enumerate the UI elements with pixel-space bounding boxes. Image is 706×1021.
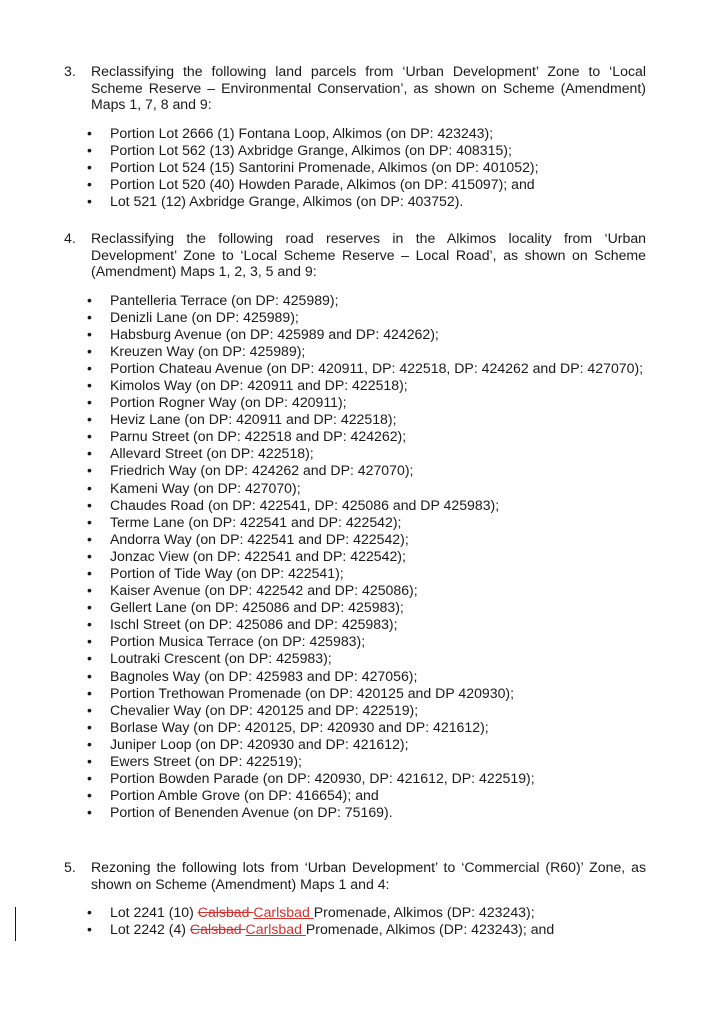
list-item-text: Loutraki Crescent (on DP: 425983); — [110, 650, 332, 667]
bullet-icon: • — [87, 718, 92, 735]
list-item — [87, 376, 646, 394]
list-item — [87, 192, 646, 210]
list-item — [87, 616, 646, 633]
list-item-text: Kaiser Avenue (on DP: 422542 and DP: 425086); — [110, 582, 418, 599]
list-item-text: Gellert Lane (on DP: 425086 and DP: 425983); — [110, 599, 404, 616]
section-4 — [60, 230, 646, 821]
list-item — [87, 124, 646, 142]
bullet-icon: • — [87, 175, 92, 192]
list-item — [87, 308, 646, 326]
section-3 — [60, 63, 646, 210]
list-item-text: Portion Lot 520 (40) Howden Parade, Alkimos (on DP: 415097); and — [110, 175, 535, 192]
list-item — [87, 921, 646, 938]
list-item-text: Ischl Street (on DP: 425086 and DP: 425983); — [110, 616, 398, 633]
list-item-text: Juniper Loop (on DP: 420930 and DP: 421612); — [110, 735, 409, 752]
list-item — [87, 599, 646, 616]
bullet-icon: • — [87, 547, 92, 564]
list-item — [87, 735, 646, 753]
tracked-change-bar — [15, 907, 16, 941]
bullet-icon: • — [87, 141, 92, 158]
list-item-text: Portion Chateau Avenue (on DP: 420911, DP: 422518, DP: 424262 and DP: 427070); — [110, 359, 644, 376]
list-item — [87, 565, 646, 582]
bullet-icon: • — [87, 342, 92, 359]
bullet-icon: • — [87, 124, 92, 141]
list-item — [87, 175, 646, 193]
bullet-icon: • — [87, 616, 92, 633]
list-item-text: Lot 521 (12) Axbridge Grange, Alkimos (on DP: 403752). — [110, 192, 464, 209]
section-number: 3. — [64, 63, 76, 79]
bullet-icon: • — [87, 308, 92, 325]
list-item — [87, 513, 646, 531]
inserted-text: Carlsbad — [253, 904, 314, 920]
bullet-list — [87, 291, 646, 822]
list-item-text: Parnu Street (on DP: 422518 and DP: 424262); — [110, 428, 407, 445]
list-item — [87, 158, 646, 176]
item-prefix: Lot 2241 (10) — [110, 904, 198, 920]
bullet-icon: • — [87, 582, 92, 599]
list-item — [87, 718, 646, 736]
list-item — [87, 787, 646, 804]
list-item-text: Portion Bowden Parade (on DP: 420930, DP: 421612, DP: 422519); — [110, 770, 535, 787]
bullet-icon: • — [87, 787, 92, 804]
bullet-icon: • — [87, 513, 92, 530]
bullet-icon: • — [87, 192, 92, 209]
deleted-text: Calsbad — [189, 921, 246, 938]
list-item-text: Portion Amble Grove (on DP: 416654); and — [110, 787, 379, 804]
list-item-text: Pantelleria Terrace (on DP: 425989); — [110, 291, 339, 308]
bullet-icon: • — [87, 496, 92, 513]
list-item — [87, 904, 646, 921]
list-item — [87, 701, 646, 719]
list-item-text: Allevard Street (on DP: 422518); — [110, 445, 314, 462]
list-item-text: Portion Lot 2666 (1) Fontana Loop, Alkimos (on DP: 423243); — [110, 124, 494, 141]
list-item-text: Chevalier Way (on DP: 420125 and DP: 422519); — [110, 701, 419, 718]
bullet-icon: • — [87, 735, 92, 752]
list-item — [87, 479, 646, 497]
item-prefix: Lot 2242 (4) — [110, 921, 190, 938]
bullet-icon: • — [87, 921, 92, 938]
list-item — [87, 359, 646, 377]
bullet-icon: • — [87, 325, 92, 342]
list-item — [87, 411, 646, 428]
list-item — [87, 770, 646, 787]
list-item-text: Andorra Way (on DP: 422541 and DP: 422542); — [110, 530, 409, 547]
item-suffix: Promenade, Alkimos (DP: 423243); — [313, 904, 535, 920]
inserted-text: Carlsbad — [245, 921, 306, 938]
list-item-text: Terme Lane (on DP: 422541 and DP: 422542); — [110, 513, 402, 530]
list-item-text: Denizli Lane (on DP: 425989); — [110, 308, 299, 325]
bullet-icon: • — [87, 411, 92, 428]
bullet-icon: • — [87, 445, 92, 462]
bullet-list — [87, 124, 646, 210]
bullet-icon: • — [87, 770, 92, 787]
list-item-text: Friedrich Way (on DP: 424262 and DP: 427070); — [110, 462, 414, 479]
list-item — [87, 633, 646, 650]
item-suffix: Promenade, Alkimos (DP: 423243); and — [305, 921, 555, 938]
list-item-text: Jonzac View (on DP: 422541 and DP: 422542); — [110, 547, 406, 564]
list-item — [87, 650, 646, 667]
list-item — [87, 684, 646, 702]
list-item — [87, 667, 646, 685]
list-item-text: Heviz Lane (on DP: 420911 and DP: 422518); — [110, 411, 397, 428]
list-item — [87, 325, 646, 343]
list-item — [87, 462, 646, 479]
list-item-text: Portion Lot 562 (13) Axbridge Grange, Alkimos (on DP: 408315); — [110, 141, 512, 158]
list-item-text: Portion Lot 524 (15) Santorini Promenade, Alkimos (on DP: 401052); — [110, 158, 539, 175]
list-item-text: Portion Musica Terrace (on DP: 425983); — [110, 633, 366, 650]
list-item-text: Kreuzen Way (on DP: 425989); — [110, 342, 306, 359]
list-item — [87, 530, 646, 548]
bullet-icon: • — [87, 701, 92, 718]
bullet-icon: • — [87, 565, 92, 581]
bullet-icon: • — [87, 479, 92, 496]
list-item-text: Portion of Tide Way (on DP: 422541); — [110, 565, 344, 581]
list-item-text: Portion Rogner Way (on DP: 420911); — [110, 394, 347, 411]
list-item-text: Kameni Way (on DP: 427070); — [110, 479, 301, 496]
list-item-text: Borlase Way (on DP: 420125, DP: 420930 and DP: 421612); — [110, 718, 489, 735]
list-item-text: Portion Trethowan Promenade (on DP: 420125 and DP 420930); — [110, 684, 515, 701]
list-item-text: Habsburg Avenue (on DP: 425989 and DP: 424262); — [110, 325, 439, 342]
list-item — [87, 394, 646, 411]
bullet-icon: • — [87, 462, 92, 479]
list-item-text: Chaudes Road (on DP: 422541, DP: 425086 and DP 425983); — [110, 496, 500, 513]
section-intro: Reclassifying the following road reserves in the Alkimos locality from ‘Urban Development’ Zone to ‘Local Scheme Reserve – Local Road’, as shown on Scheme (Amendment) Maps 1, 2, 3, 5 and 9: — [91, 230, 646, 279]
bullet-icon: • — [87, 804, 92, 821]
bullet-icon: • — [87, 684, 92, 701]
list-item-text: Portion of Benenden Avenue (on DP: 75169). — [110, 804, 393, 821]
section-5 — [60, 859, 646, 938]
list-item — [87, 342, 646, 360]
bullet-icon: • — [87, 428, 92, 445]
list-item-text: Bagnoles Way (on DP: 425983 and DP: 427056); — [110, 667, 418, 684]
section-number: 5. — [64, 859, 76, 875]
list-item-text: Ewers Street (on DP: 422519); — [110, 753, 302, 770]
bullet-icon: • — [87, 904, 92, 920]
list-item — [87, 582, 646, 599]
bullet-icon: • — [87, 359, 92, 376]
bullet-icon: • — [87, 753, 92, 770]
list-item-text: Kimolos Way (on DP: 420911 and DP: 422518); — [110, 376, 408, 393]
list-item — [87, 547, 646, 565]
section-intro: Reclassifying the following land parcels from ‘Urban Development’ Zone to ‘Local Scheme Reserve – Environmental Conservation’, as shown on Scheme (Amendment) Maps 1, 7, 8 and 9: — [91, 63, 646, 112]
section-number: 4. — [64, 230, 76, 246]
bullet-icon: • — [87, 158, 92, 175]
bullet-icon: • — [87, 291, 92, 308]
section-intro: Rezoning the following lots from ‘Urban Development’ to ‘Commercial (R60)’ Zone, as shown on Scheme (Amendment) Maps 1 and 4: — [91, 859, 646, 892]
deleted-text: Calsbad — [197, 904, 254, 920]
list-item — [87, 804, 646, 821]
bullet-list — [87, 904, 646, 938]
bullet-icon: • — [87, 667, 92, 684]
list-item — [87, 141, 646, 159]
bullet-icon: • — [87, 376, 92, 393]
list-item — [87, 445, 646, 462]
list-item — [87, 753, 646, 770]
bullet-icon: • — [87, 633, 92, 650]
bullet-icon: • — [87, 650, 92, 667]
list-item — [87, 496, 646, 514]
bullet-icon: • — [87, 599, 92, 616]
list-item — [87, 291, 646, 309]
bullet-icon: • — [87, 394, 92, 411]
list-item — [87, 428, 646, 445]
bullet-icon: • — [87, 530, 92, 547]
